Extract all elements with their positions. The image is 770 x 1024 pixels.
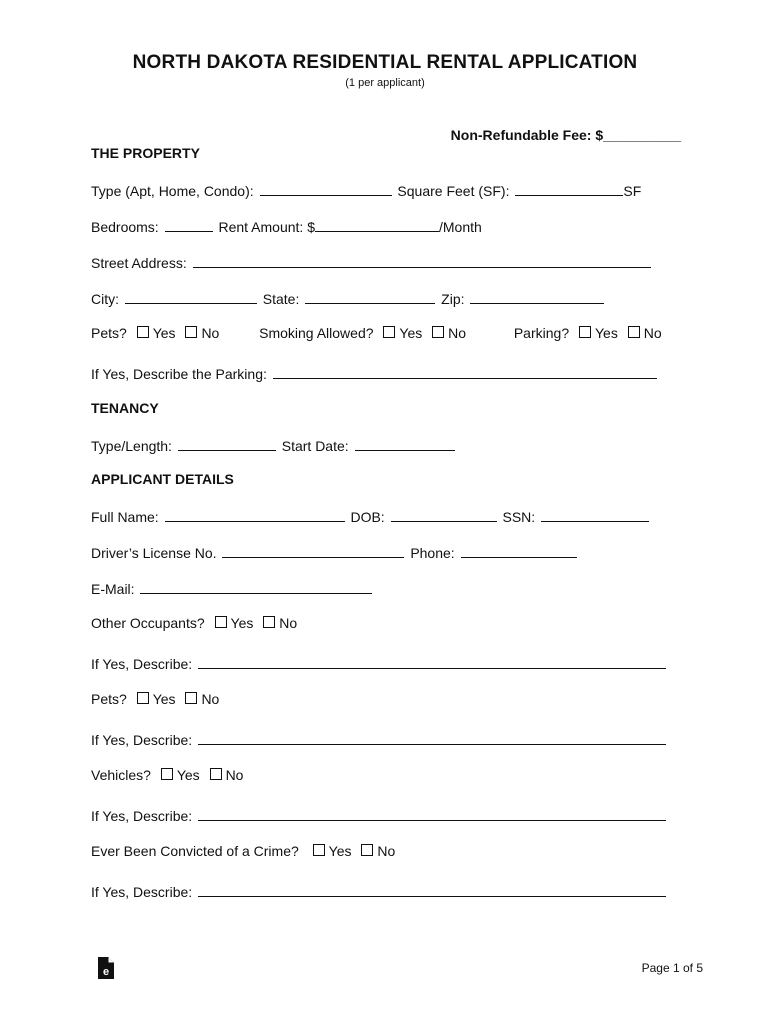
smoking-label: Smoking Allowed? (259, 325, 374, 341)
bedrooms-rent-row (91, 217, 482, 235)
occupants-no-label: No (279, 615, 298, 631)
smoking-no-label: No (448, 325, 467, 341)
parking-describe-label: If Yes, Describe the Parking: (91, 366, 267, 382)
non-refundable-fee: Non-Refundable Fee: $__________ (450, 127, 681, 143)
vehicles-row (91, 767, 243, 783)
page-number: Page 1 of 5 (641, 961, 703, 975)
vehicles-describe-field[interactable] (198, 806, 666, 821)
crime-no-checkbox[interactable] (361, 844, 373, 856)
applicant-pets-yes-label: Yes (152, 691, 176, 707)
parking-describe-row (91, 364, 659, 382)
property-type-field[interactable] (260, 181, 392, 196)
phone-label: Phone: (410, 545, 455, 561)
zip-field[interactable] (470, 289, 604, 304)
street-address-field[interactable] (193, 253, 651, 268)
pets-describe-field[interactable] (198, 730, 666, 745)
parking-yes-checkbox[interactable] (579, 326, 591, 338)
pets-yes-checkbox[interactable] (137, 326, 149, 338)
parking-no-label: No (643, 325, 662, 341)
email-row (91, 579, 374, 597)
license-phone-row (91, 543, 579, 561)
license-label: Driver’s License No. (91, 545, 217, 561)
applicant-pets-row (91, 691, 219, 707)
type-length-label: Type/Length: (91, 438, 172, 454)
occupants-no-checkbox[interactable] (263, 616, 275, 628)
square-feet-label: Square Feet (SF): (397, 183, 510, 199)
tenancy-row (91, 436, 457, 454)
square-feet-field[interactable] (515, 181, 623, 196)
rent-amount-field[interactable] (315, 217, 439, 232)
parking-no-checkbox[interactable] (628, 326, 640, 338)
section-heading-applicant: APPLICANT DETAILS (91, 471, 234, 487)
start-date-label: Start Date: (281, 438, 349, 454)
pets-no-checkbox[interactable] (185, 326, 197, 338)
crime-describe-field[interactable] (198, 882, 666, 897)
occupants-describe-field[interactable] (198, 654, 666, 669)
state-field[interactable] (305, 289, 435, 304)
email-label: E-Mail: (91, 581, 135, 597)
occupants-describe-row (91, 654, 668, 672)
type-length-field[interactable] (178, 436, 276, 451)
street-address-label: Street Address: (91, 255, 187, 271)
applicant-pets-no-checkbox[interactable] (185, 692, 197, 704)
crime-label: Ever Been Convicted of a Crime? (91, 843, 299, 859)
occupants-row (91, 615, 297, 631)
property-type-row (91, 181, 641, 199)
occupants-yes-label: Yes (230, 615, 254, 631)
document-subtitle: (1 per applicant) (345, 77, 425, 89)
pets-smoking-parking-row (91, 325, 662, 341)
pets-describe-row (91, 730, 668, 748)
ssn-label: SSN: (502, 509, 536, 525)
vehicles-describe-row (91, 806, 668, 824)
square-feet-suffix: SF (623, 183, 642, 199)
crime-yes-checkbox[interactable] (313, 844, 325, 856)
crime-yes-label: Yes (328, 843, 352, 859)
parking-describe-field[interactable] (273, 364, 657, 379)
occupants-yes-checkbox[interactable] (215, 616, 227, 628)
pets-label: Pets? (91, 325, 127, 341)
svg-text:e: e (102, 966, 110, 978)
full-name-field[interactable] (165, 507, 345, 522)
dob-field[interactable] (391, 507, 497, 522)
occupants-label: Other Occupants? (91, 615, 205, 631)
pets-yes-label: Yes (152, 325, 176, 341)
crime-no-label: No (377, 843, 396, 859)
section-heading-property: THE PROPERTY (91, 145, 200, 161)
vehicles-no-checkbox[interactable] (210, 768, 222, 780)
vehicles-no-label: No (225, 767, 244, 783)
eforms-logo-icon (96, 955, 116, 986)
applicant-pets-no-label: No (201, 691, 220, 707)
vehicles-yes-label: Yes (176, 767, 200, 783)
city-field[interactable] (125, 289, 257, 304)
start-date-field[interactable] (355, 436, 455, 451)
property-type-label: Type (Apt, Home, Condo): (91, 183, 254, 199)
name-dob-ssn-row (91, 507, 651, 525)
dob-label: DOB: (350, 509, 385, 525)
smoking-no-checkbox[interactable] (432, 326, 444, 338)
describe-label: If Yes, Describe: (91, 808, 193, 824)
describe-label: If Yes, Describe: (91, 732, 193, 748)
vehicles-label: Vehicles? (91, 767, 151, 783)
applicant-pets-label: Pets? (91, 691, 127, 707)
full-name-label: Full Name: (91, 509, 159, 525)
phone-field[interactable] (461, 543, 577, 558)
rent-suffix: /Month (439, 219, 482, 235)
pets-no-label: No (201, 325, 220, 341)
street-address-row (91, 253, 653, 271)
smoking-yes-label: Yes (399, 325, 423, 341)
parking-label: Parking? (513, 325, 570, 341)
describe-label: If Yes, Describe: (91, 884, 193, 900)
eforms-logo-icon-svg (96, 955, 116, 981)
state-label: State: (262, 291, 300, 307)
city-state-zip-row (91, 289, 606, 307)
section-heading-tenancy: TENANCY (91, 400, 159, 416)
zip-label: Zip: (441, 291, 465, 307)
license-field[interactable] (222, 543, 404, 558)
parking-yes-label: Yes (595, 325, 618, 341)
city-label: City: (91, 291, 119, 307)
applicant-pets-yes-checkbox[interactable] (137, 692, 149, 704)
ssn-field[interactable] (541, 507, 649, 522)
email-field[interactable] (140, 579, 372, 594)
crime-row (91, 843, 395, 859)
rent-amount-label: Rent Amount: $ (218, 219, 315, 235)
bedrooms-label: Bedrooms: (91, 219, 159, 235)
smoking-yes-checkbox[interactable] (383, 326, 395, 338)
bedrooms-field[interactable] (165, 217, 213, 232)
describe-label: If Yes, Describe: (91, 656, 193, 672)
crime-describe-row (91, 882, 668, 900)
vehicles-yes-checkbox[interactable] (161, 768, 173, 780)
document-title: NORTH DAKOTA RESIDENTIAL RENTAL APPLICATION (132, 52, 638, 73)
